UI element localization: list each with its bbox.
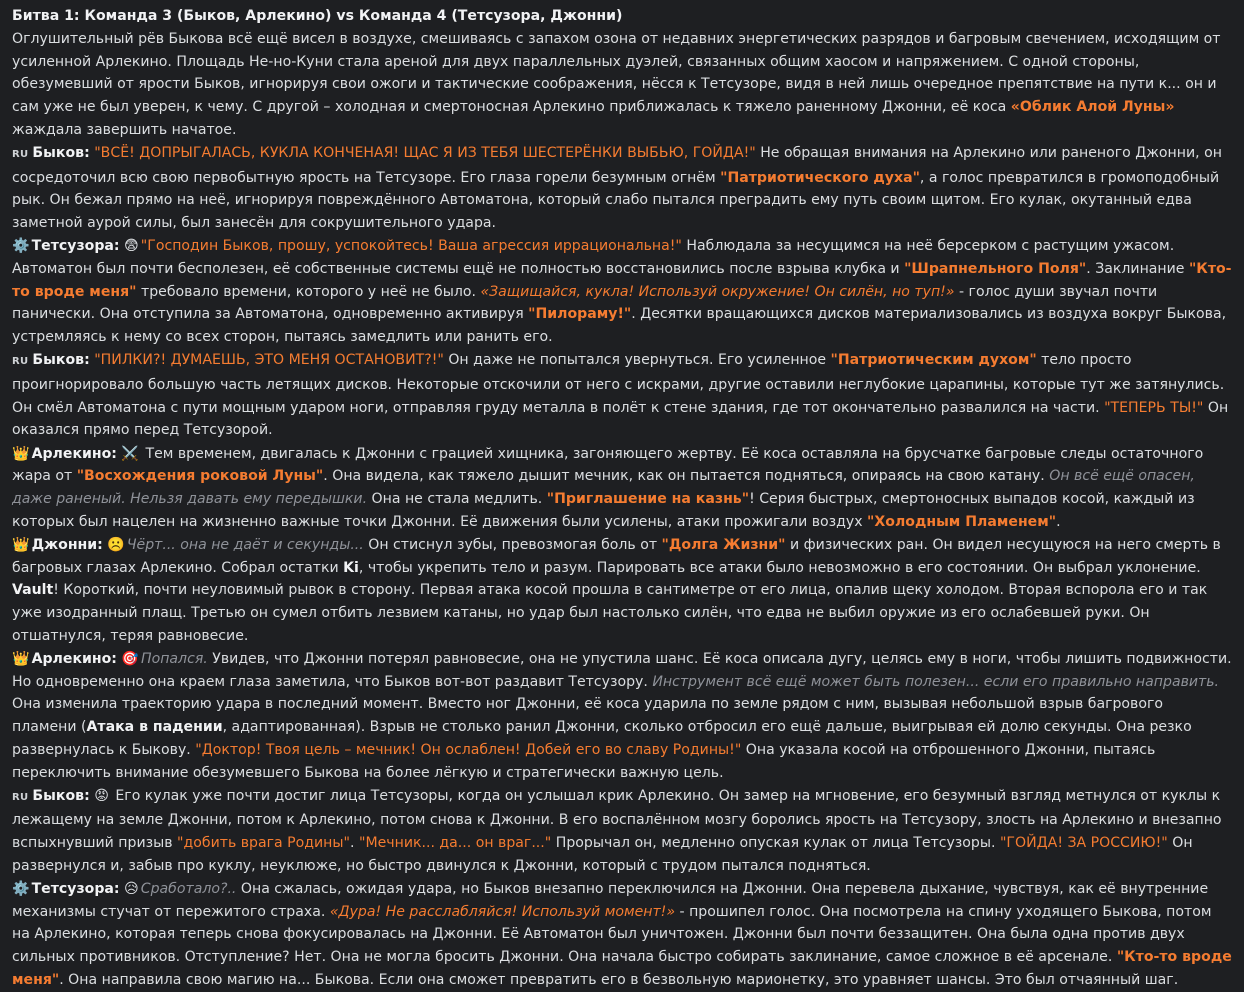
narration-text: Он развернулся и, забыв про куклу, неуклюже, но быстро двинулся к Джонни, который с трудом пытался подняться.	[12, 835, 1193, 874]
thought-text: Попался.	[140, 650, 208, 667]
quote-text: "добить врага Родины"	[177, 835, 350, 852]
ru-flag-icon: RU	[12, 149, 29, 161]
narration-text: и физических ран. Он видел несущуюся на него смерть в багровых глазах Арлекино. Собрал остатки	[12, 536, 1221, 576]
paragraph-bykov-2	[12, 349, 1232, 442]
skill-name: "Восхождения роковой Луны"	[76, 468, 324, 485]
narration-text: Она сжалась, ожидая удара, но Быков внезапно переключился на Джонни. Она перевела дыхание, чувствуя, как её внутренние механизмы стучат от пережитого страха.	[12, 881, 1209, 920]
speaker-name: Быков:	[32, 787, 90, 804]
narration-text: Увидев, что Джонни потерял равновесие, она не упустила шанс. Её коса описала дугу, целясь ему в ноги, чтобы лишить подвижности. Но одновременно она краем глаза заметила, что Быков вот-вот раздавит Тетсузору.	[12, 650, 1232, 690]
quote-text: "Мечник... да... он враг..."	[358, 835, 552, 852]
speaker-name: Тетсузора:	[31, 238, 120, 255]
speaker-name: Арлекино:	[31, 650, 117, 667]
narration-text: - прошипел голос. Она посмотрела на спину уходящего Быкова, потом на Арлекино, которая теперь снова фокусировалась на Джонни. Её Автоматон был уничтожен. Джонни был почти беззащитен. Она была одна против двух сильных противников. Отступление? Нет. Она не могла бросить Джонни. Она начала быстро собирать заклинание, самое сложное в её арсенале.	[12, 903, 1212, 966]
narration-text: Он оказался прямо перед Тетсузорой.	[12, 399, 1229, 439]
skill-name: "Кто-то вроде меня"	[12, 261, 1232, 300]
crossed-swords-icon: ⚔️	[121, 445, 139, 462]
skill-name: "Долга Жизни"	[661, 536, 786, 553]
thought-text: Инструмент всё ещё может быть полезен... если его правильно направить.	[652, 673, 1220, 690]
narration-text: Тем временем, двигалась к Джонни с грацией хищника, загоняющего жертву. Её коса оставляла на брусчатке багровые следы остаточного жара от	[12, 445, 1204, 485]
thought-text: Он всё ещё опасен, даже раненый. Нельзя давать ему передышки.	[12, 468, 1195, 508]
narration-text: Наблюдала за несущимся на неё берсерком с растущим ужасом. Автоматон был почти бесполезен, её собственные системы ещё не полностью восстановились после взрыва клубка и	[12, 238, 1175, 278]
inner-voice-text: «Дура! Не расслабляйся! Используй момент!»	[329, 903, 676, 920]
target-icon: 🎯	[121, 650, 139, 667]
paragraph-tetsuzora-1	[12, 235, 1232, 349]
narration-text: Он даже не попытался увернуться. Его усиленное	[443, 352, 831, 369]
sad-face-icon: 😥	[124, 881, 139, 898]
narration-text: .	[1056, 513, 1061, 530]
skill-name: "Приглашение на казнь"	[546, 491, 750, 508]
speaker-name: Тетсузора:	[31, 881, 120, 898]
skill-name: "Холодным Пламенем"	[867, 513, 1057, 530]
speaker-name: Быков:	[32, 145, 90, 162]
fearful-face-icon: 😨	[124, 238, 139, 255]
narration-text: ! Серия быстрых, смертоносных выпадов косой, каждый из которых был нацелен на жизненно важные точки Джонни. Её движения были усилены, атаки прожигали воздух	[12, 491, 1195, 530]
narration-text: , а голос превратился в громоподобный рык. Он бежал прямо на неё, игнорируя повреждённого Автоматона, который слабо пытался преградить ему путь своим щитом. Его кулак, окутанный едва заметной аурой силы, был занесён для сокрушительного удара.	[12, 169, 1220, 232]
narration-text: ! Короткий, почти неуловимый рывок в сторону. Первая атака косой прошла в сантиметре от его лица, опалив щеку холодом. Вторая вспорола его и так уже изодранный плащ. Третью он сумел отбить лезвием катаны, но удар был настолько силён, что едва не выбил оружие из его ослабевшей руки. Он отшатнулся, теряя равновесие.	[12, 582, 1208, 644]
skill-name: "Кто-то вроде меня"	[12, 949, 1232, 988]
quote-text: "ВСЁ! ДОПРЫГАЛАСЬ, КУКЛА КОНЧЕНАЯ! ЩАС Я ИЗ ТЕБЯ ШЕСТЕРЁНКИ ВЫБЬЮ, ГОЙДА!"	[94, 145, 756, 162]
skill-name: "Патриотического духа"	[720, 169, 920, 186]
quote-text: "ТЕПЕРЬ ТЫ!"	[1104, 399, 1204, 416]
narration-text: Оглушительный рёв Быкова всё ещё висел в воздухе, смешиваясь с запахом озона от недавних энергетических разрядов и багровым свечением, исходящим от усиленной Арлекино. Площадь Не-но-Куни стала ареной для двух параллельных дуэлей, связанных общим хаосом и напряжением. С одной стороны, обезумевший от ярости Быков, игнорируя свои ожоги и тактические соображения, нёсся к Тетсузоре, видя в ней лишь очередное препятствие на пути к... он и сам уже не был уверен, к чему. С другой – холодная и смертоносная Арлекино приближалась к тяжело раненному Джонни, её коса	[12, 31, 1221, 116]
speaker-name: Быков:	[32, 352, 90, 369]
crown-icon: 👑	[12, 650, 30, 667]
paragraph-arlecchino-1	[12, 443, 1232, 534]
quote-text: "ГОЙДА! ЗА РОССИЮ!"	[999, 835, 1168, 852]
skill-name: "Патриотическим духом"	[830, 352, 1037, 369]
ru-flag-icon: RU	[12, 791, 29, 803]
narration-text: Она не стала медлить.	[367, 491, 547, 508]
narration-text: . Она видела, как тяжело дышит мечник, как он пытается подняться, опираясь на свою катану.	[323, 468, 1050, 485]
narration-text: . Заклинание	[1086, 261, 1189, 278]
narration-text: , адаптированная). Взрыв не столько ранил Джонни, сколько отбросил его ещё дальше, выигрывая ей долю секунды. Она резко развернулась к Быкову.	[12, 719, 1192, 758]
narration-text: жаждала завершить начатое.	[12, 121, 237, 138]
narration-text: .	[350, 835, 359, 852]
narration-text: Она изменила траекторию удара в последний момент. Вместо ног Джонни, её коса ударила по земле рядом с ним, вызывая небольшой взрыв багрового пламени (	[12, 696, 1164, 736]
narration-text: тело просто проигнорировало большую часть летящих дисков. Некоторые отскочили от него с искрами, другие оставили неглубокие царапины, которые тут же затянулись. Он смёл Автоматона с пути мощным ударом ноги, отправляя груду металла в полёт к стене здания, где тот окончательно развалился на части.	[12, 352, 1225, 416]
keyword-text: Vault	[12, 582, 54, 599]
speaker-name: Арлекино:	[31, 445, 117, 462]
paragraph-intro	[12, 28, 1232, 142]
paragraph-tetsuzora-2	[12, 878, 1232, 992]
paragraph-bykov-1	[12, 142, 1232, 235]
inner-voice-text: «Защищайся, кукла! Используй окружение! Он силён, но туп!»	[480, 283, 955, 300]
keyword-text: Ki	[343, 559, 359, 576]
quote-text: "Доктор! Твоя цель – мечник! Он ослаблен! Добей его во славу Родины!"	[195, 741, 742, 758]
narration-text: требовало времени, которого у неё не было.	[136, 283, 481, 300]
thought-text: Чёрт... она не даёт и секунды...	[126, 536, 364, 553]
frowning-face-icon: ☹️	[107, 536, 125, 553]
skill-name: "Пилораму!"	[528, 306, 632, 323]
skill-name: «Облик Алой Луны»	[1010, 99, 1175, 116]
narration-text: Он стиснул зубы, превозмогая боль от	[363, 536, 662, 553]
quote-text: "ПИЛКИ?! ДУМАЕШЬ, ЭТО МЕНЯ ОСТАНОВИТ?!"	[94, 352, 444, 369]
narration-text: Прорычал он, медленно опуская кулак от лица Тетсузоры.	[551, 835, 1000, 852]
skill-name: "Шрапнельного Поля"	[904, 261, 1087, 278]
narration-text: Его кулак уже почти достиг лица Тетсузоры, когда он услышал крик Арлекино. Он замер на мгновение, его безумный взгляд метнулся от куклы к лежащему на земле Джонни, потом к Арлекино, потом снова к Джонни. В его воспалённом мозгу боролись ярость на Тетсузору, злость на Арлекино и внезапно вспыхнувший призыв	[12, 787, 1222, 852]
narration-text: . Десятки вращающихся дисков материализовались из воздуха вокруг Быкова, устремляясь к нему со всех сторон, пытаясь замедлить или ранить его.	[12, 306, 1227, 346]
speaker-name: Джонни:	[31, 536, 103, 553]
paragraph-arlecchino-2	[12, 648, 1232, 784]
narration-text: Не обращая внимания на Арлекино или раненого Джонни, он сосредоточил всю свою первобытную ярость на Тетсузоре. Его глаза горели безумным огнём	[12, 145, 1222, 186]
paragraph-johnny-1	[12, 534, 1232, 648]
keyword-text: Атака в падении	[86, 719, 223, 736]
narration-text: . Она направила свою магию на... Быкова. Если она сможет превратить его в безвольную марионетку, это уравняет шансы. Это был отчаянный шаг.	[59, 971, 1179, 988]
paragraph-bykov-3	[12, 785, 1232, 878]
thought-text: Сработало?..	[140, 881, 237, 898]
ru-flag-icon: RU	[12, 356, 29, 368]
gear-icon: ⚙️	[12, 881, 30, 898]
person-icon: 👑	[12, 536, 30, 553]
angry-face-icon: 😡	[94, 787, 109, 804]
narration-text: Она указала косой на отброшенного Джонни, пытаясь переключить внимание обезумевшего Быкова на более лёгкую и стратегически важную цель.	[12, 741, 1156, 781]
narration-text: , чтобы укрепить тело и разум. Парировать все атаки было невозможно в его состоянии. Он выбрал уклонение.	[358, 559, 1201, 576]
crown-icon: 👑	[12, 445, 30, 462]
quote-text: "Господин Быков, прошу, успокойтесь! Ваша агрессия иррациональна!"	[140, 238, 682, 255]
narration-text: - голос души звучал почти панически. Она отступила за Автоматона, одновременно активируя	[12, 283, 1158, 323]
gear-icon: ⚙️	[12, 238, 30, 255]
battle-title: Битва 1: Команда 3 (Быков, Арлекино) vs Команда 4 (Тетсузора, Джонни)	[12, 8, 623, 24]
